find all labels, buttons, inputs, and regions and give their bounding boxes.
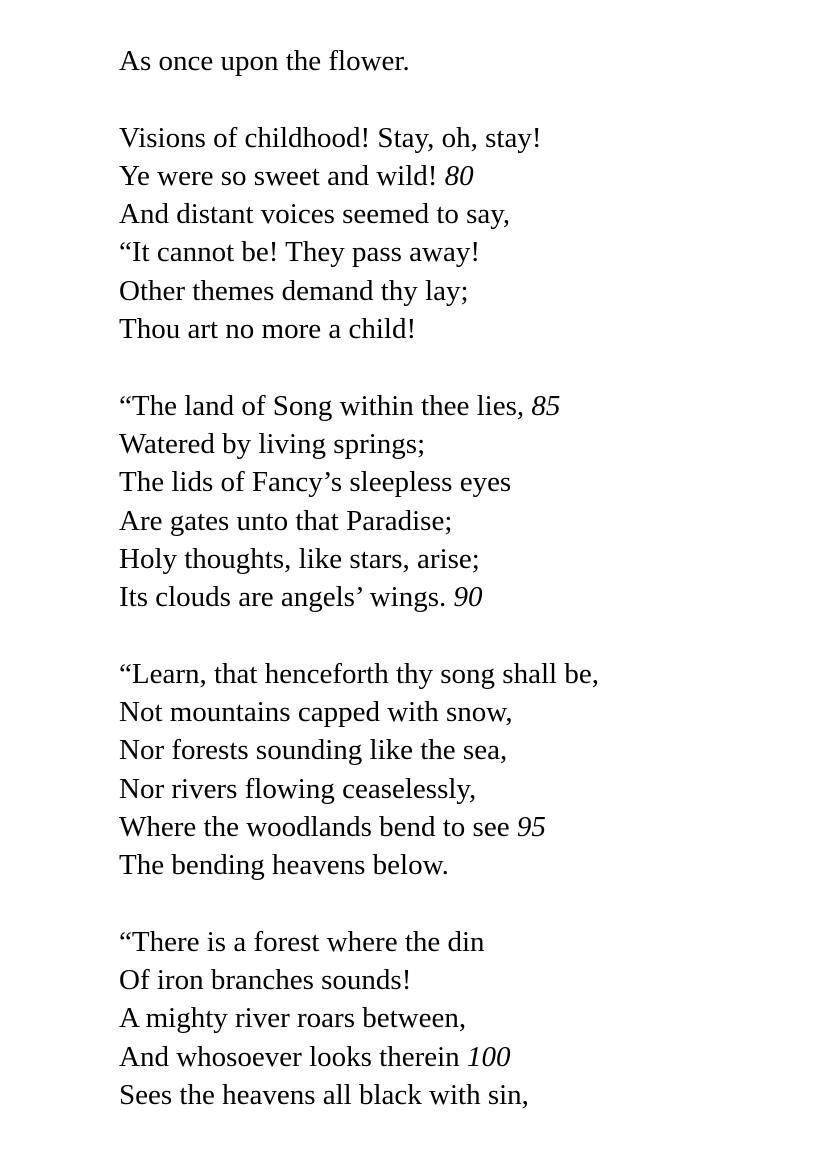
line-text: Watered by living springs;: [119, 427, 426, 460]
poem-line: [119, 923, 599, 961]
poem-line: [119, 310, 599, 348]
line-text: And distant voices seemed to say,: [119, 198, 511, 231]
line-text: Nor forests sounding like the sea,: [119, 734, 508, 767]
line-text: Thou art no more a child!: [119, 313, 417, 346]
poem-line: [119, 195, 599, 233]
stanza: [119, 387, 599, 617]
poem-line: [119, 999, 599, 1037]
line-text: Holy thoughts, like stars, arise;: [119, 542, 480, 575]
line-number: 80: [444, 159, 474, 192]
poem-line: [119, 502, 599, 540]
poem-line: [119, 540, 599, 578]
line-text: Sees the heavens all black with sin,: [119, 1079, 529, 1112]
poem-line: [119, 1076, 599, 1114]
line-text: Not mountains capped with snow,: [119, 696, 513, 729]
poem-line: [119, 425, 599, 463]
poem-text: [119, 42, 599, 1114]
stanza: [119, 923, 599, 1114]
line-text: The bending heavens below.: [119, 849, 449, 882]
poem-line: [119, 387, 599, 425]
poem-line: [119, 846, 599, 884]
line-text: “There is a forest where the din: [119, 925, 485, 958]
stanza: [119, 655, 599, 885]
poem-line: [119, 157, 599, 195]
line-text: “Learn, that henceforth thy song shall be,: [119, 657, 599, 690]
poem-line: [119, 42, 599, 80]
line-text: The lids of Fancy’s sleepless eyes: [119, 466, 512, 499]
poem-line: [119, 119, 599, 157]
poem-line: [119, 463, 599, 501]
line-text: “The land of Song within thee lies,: [119, 389, 532, 422]
line-number: 95: [516, 810, 546, 843]
line-number: 90: [453, 581, 483, 614]
poem-line: [119, 770, 599, 808]
poem-line: [119, 808, 599, 846]
stanza-break: [119, 616, 599, 654]
stanza: [119, 42, 599, 80]
line-text: As once upon the flower.: [119, 45, 410, 77]
poem-line: [119, 233, 599, 271]
poem-line: [119, 578, 599, 616]
line-text: And whosoever looks therein: [119, 1040, 467, 1073]
line-text: Visions of childhood! Stay, oh, stay!: [119, 121, 542, 154]
line-text: Its clouds are angels’ wings.: [119, 581, 454, 614]
line-text: Ye were so sweet and wild!: [119, 159, 445, 192]
line-text: Of iron branches sounds!: [119, 964, 412, 997]
line-text: Other themes demand thy lay;: [119, 274, 469, 307]
poem-line: [119, 693, 599, 731]
poem-line: [119, 731, 599, 769]
stanza-break: [119, 80, 599, 118]
line-text: Are gates unto that Paradise;: [119, 504, 453, 537]
line-text: Nor rivers flowing ceaselessly,: [119, 772, 477, 805]
line-text: Where the woodlands bend to see: [119, 810, 517, 843]
line-text: A mighty river roars between,: [119, 1002, 467, 1035]
line-text: “It cannot be! They pass away!: [119, 236, 481, 269]
poem-line: [119, 272, 599, 310]
poem-line: [119, 1038, 599, 1076]
poem-line: [119, 961, 599, 999]
stanza-break: [119, 348, 599, 386]
stanza-break: [119, 885, 599, 923]
line-number: 85: [531, 389, 561, 422]
line-number: 100: [466, 1040, 511, 1073]
stanza: [119, 119, 599, 349]
poem-line: [119, 655, 599, 693]
